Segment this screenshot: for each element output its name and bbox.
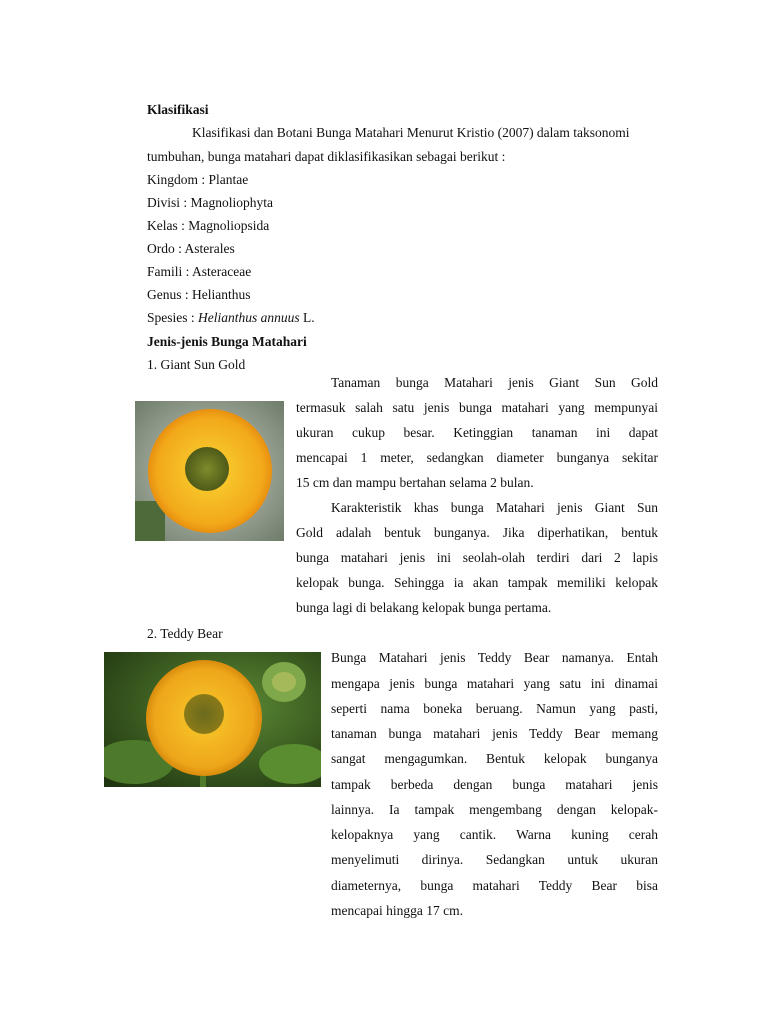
- teddy-title: 2. Teddy Bear: [147, 626, 223, 641]
- teddy-sunflower-image: [104, 652, 321, 787]
- giant-line-4: mencapai 1 meter, sedangkan diameter bunganya sekitar: [296, 450, 658, 465]
- heading-jenis: Jenis-jenis Bunga Matahari: [147, 334, 307, 349]
- giant-line-3: ukuran cukup besar. Ketinggian tanaman ini dapat: [296, 425, 658, 440]
- teddy-line-9: menyelimuti dirinya. Sedangkan untuk ukuran: [331, 852, 658, 867]
- teddy-line-3: seperti nama boneka beruang. Namun yang pasti,: [331, 701, 658, 716]
- spesies-suffix: L.: [299, 310, 315, 325]
- taxonomy-divisi: Divisi : Magnoliophyta: [147, 195, 273, 210]
- teddy-line-4: tanaman bunga matahari jenis Teddy Bear memang: [331, 726, 658, 741]
- teddy-line-2: mengapa jenis bunga matahari yang satu ini dinamai: [331, 676, 658, 691]
- taxonomy-ordo: Ordo : Asterales: [147, 241, 235, 256]
- giant-sun-gold-photo: [135, 401, 284, 541]
- giant-line-7: Gold adalah bentuk bunganya. Jika diperhatikan, bentuk: [296, 525, 658, 540]
- teddy-line-11: mencapai hingga 17 cm.: [331, 903, 463, 918]
- spesies-italic: Helianthus annuus: [198, 310, 300, 325]
- giant-line-5: 15 cm dan mampu bertahan selama 2 bulan.: [296, 475, 534, 490]
- giant-sunflower-image: [135, 401, 284, 541]
- giant-line-8: bunga matahari jenis ini seolah-olah terdiri dari 2 lapis: [296, 550, 658, 565]
- intro-line-1: Klasifikasi dan Botani Bunga Matahari Menurut Kristio (2007) dalam taksonomi: [192, 125, 630, 140]
- teddy-line-1: Bunga Matahari jenis Teddy Bear namanya. Entah: [331, 650, 658, 665]
- giant-line-6: Karakteristik khas bunga Matahari jenis Giant Sun: [331, 500, 658, 515]
- giant-title: 1. Giant Sun Gold: [147, 357, 246, 372]
- spesies-prefix: Spesies :: [147, 310, 199, 325]
- teddy-line-8: kelopaknya yang cantik. Warna kuning cerah: [331, 827, 658, 842]
- teddy-line-10: diameternya, bunga matahari Teddy Bear bisa: [331, 878, 658, 893]
- taxonomy-famili: Famili : Asteraceae: [147, 264, 252, 279]
- giant-line-1: Tanaman bunga Matahari jenis Giant Sun Gold: [331, 375, 658, 390]
- taxonomy-kingdom: Kingdom : Plantae: [147, 172, 249, 187]
- taxonomy-spesies: [147, 310, 315, 326]
- giant-line-2: termasuk salah satu jenis bunga matahari yang mempunyai: [296, 400, 658, 415]
- teddy-line-7: lainnya. Ia tampak mengembang dengan kelopak-: [331, 802, 658, 817]
- teddy-line-5: sangat mengagumkan. Bentuk kelopak bunganya: [331, 751, 658, 766]
- giant-line-10: bunga lagi di belakang kelopak bunga pertama.: [296, 600, 552, 615]
- taxonomy-kelas: Kelas : Magnoliopsida: [147, 218, 270, 233]
- giant-line-9: kelopak bunga. Sehingga ia akan tampak memiliki kelopak: [296, 575, 658, 590]
- teddy-bear-photo: [104, 652, 321, 787]
- teddy-line-6: tampak berbeda dengan bunga matahari jenis: [331, 777, 658, 792]
- taxonomy-genus: Genus : Helianthus: [147, 287, 251, 302]
- heading-klasifikasi: Klasifikasi: [147, 102, 209, 117]
- intro-line-2: tumbuhan, bunga matahari dapat diklasifikasikan sebagai berikut :: [147, 149, 506, 164]
